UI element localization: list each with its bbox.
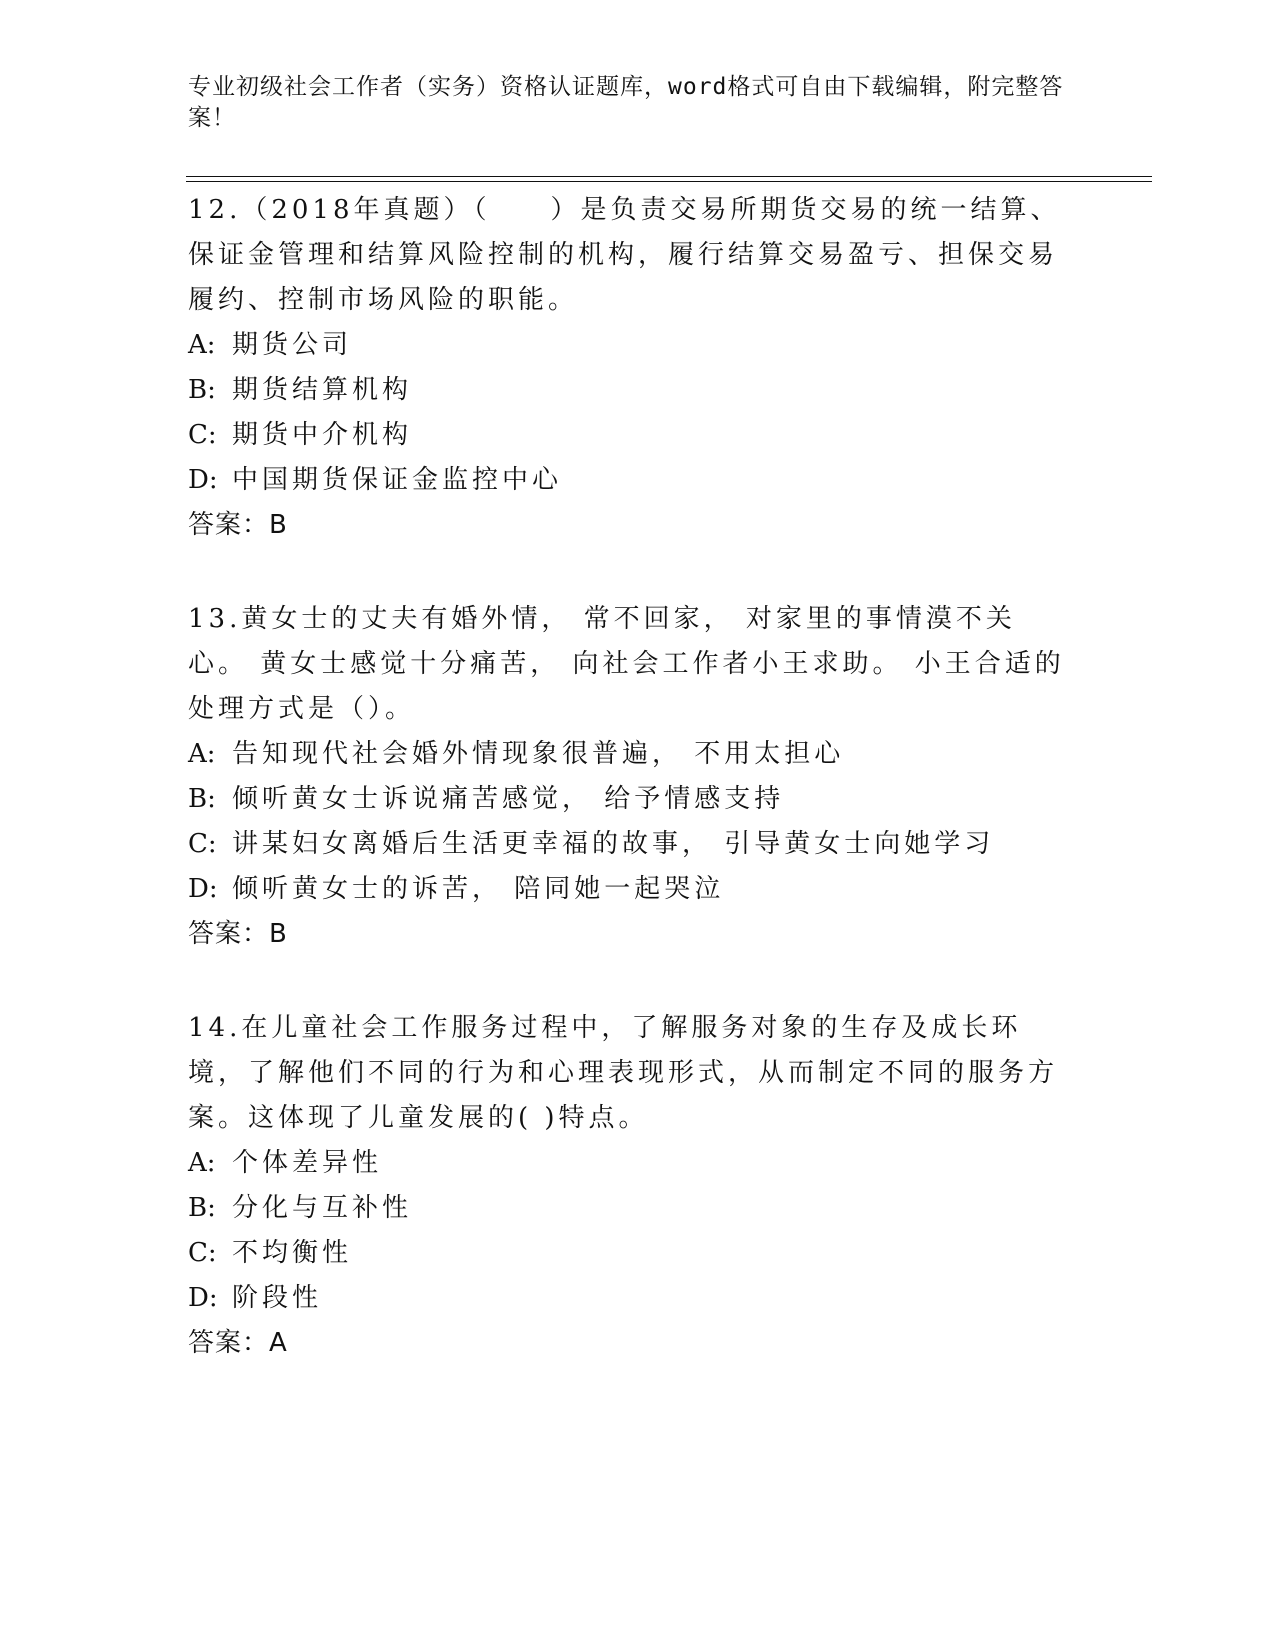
header-divider-top: [186, 176, 1152, 177]
option-d: [188, 1276, 1068, 1321]
option-letter: D:: [188, 874, 218, 904]
option-letter: B:: [188, 784, 216, 814]
question-13: [188, 597, 1068, 957]
option-letter: C:: [188, 829, 217, 859]
option-c: [188, 413, 1068, 458]
option-text: 不均衡性: [232, 1238, 353, 1268]
option-letter: C:: [188, 1238, 217, 1268]
answer-label: 答案：B: [188, 919, 288, 949]
option-text: 讲某妇女离婚后生活更幸福的故事， 引导黄女士向她学习: [232, 829, 995, 859]
option-a: [188, 732, 1068, 777]
question-12: [188, 188, 1068, 548]
option-text: 告知现代社会婚外情现象很普遍， 不用太担心: [232, 739, 845, 769]
option-text: 期货公司: [232, 330, 353, 360]
option-d: [188, 867, 1068, 912]
header-divider-bottom: [186, 181, 1152, 182]
option-d: [188, 458, 1068, 503]
option-letter: B:: [188, 375, 216, 405]
option-letter: D:: [188, 465, 218, 495]
question-stem: 13.黄女士的丈夫有婚外情， 常不回家， 对家里的事情漠不关心。 黄女士感觉十分痛苦， 向社会工作者小王求助。 小王合适的处理方式是（）。: [188, 604, 1065, 724]
option-text: 分化与互补性: [232, 1193, 413, 1223]
option-b: [188, 368, 1068, 413]
option-a: [188, 1141, 1068, 1186]
option-letter: C:: [188, 420, 217, 450]
option-a: [188, 323, 1068, 368]
option-text: 期货中介机构: [232, 420, 413, 450]
option-text: 个体差异性: [232, 1148, 383, 1178]
option-letter: B:: [188, 1193, 216, 1223]
question-stem: 12.（2018年真题）（ ）是负责交易所期货交易的统一结算、保证金管理和结算风险控制的机构，履行结算交易盈亏、担保交易履约、控制市场风险的职能。: [188, 195, 1061, 315]
option-letter: A:: [188, 1148, 216, 1178]
question-14: [188, 1006, 1068, 1366]
option-text: 倾听黄女士诉说痛苦感觉， 给予情感支持: [232, 784, 785, 814]
answer-label: 答案：A: [188, 1328, 288, 1358]
option-text: 倾听黄女士的诉苦， 陪同她一起哭泣: [232, 874, 725, 904]
option-text: 期货结算机构: [232, 375, 413, 405]
option-b: [188, 777, 1068, 822]
answer-label: 答案：B: [188, 510, 288, 540]
question-stem: 14.在儿童社会工作服务过程中，了解服务对象的生存及成长环境，了解他们不同的行为和心理表现形式，从而制定不同的服务方案。这体现了儿童发展的( )特点。: [188, 1013, 1059, 1133]
option-letter: A:: [188, 739, 216, 769]
document-header: 专业初级社会工作者（实务）资格认证题库，word格式可自由下载编辑，附完整答案！: [188, 74, 1064, 131]
option-text: 阶段性: [232, 1283, 323, 1313]
option-c: [188, 1231, 1068, 1276]
option-text: 中国期货保证金监控中心: [232, 465, 563, 495]
option-letter: A:: [188, 330, 216, 360]
option-c: [188, 822, 1068, 867]
option-b: [188, 1186, 1068, 1231]
option-letter: D:: [188, 1283, 218, 1313]
